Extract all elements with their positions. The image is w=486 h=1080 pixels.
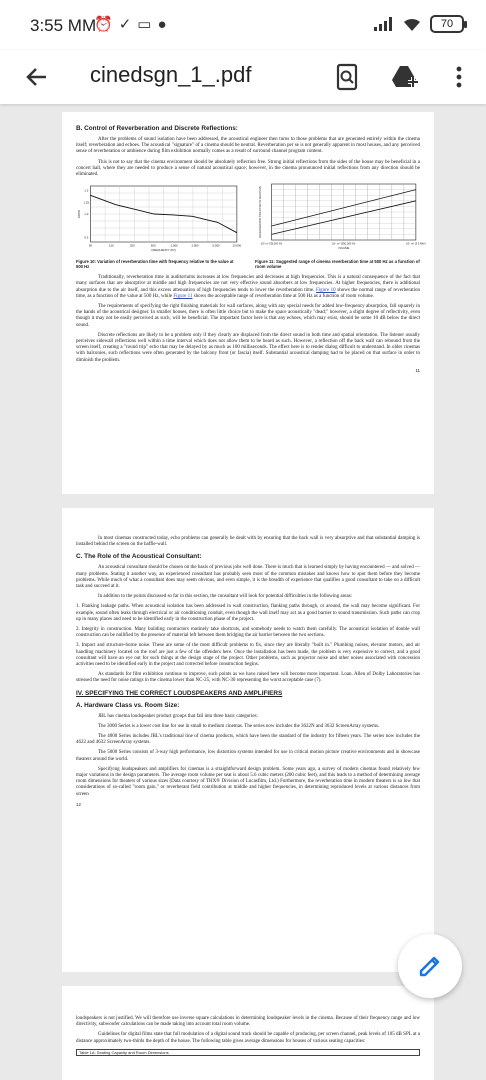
x-tick-label: 125 [108,243,114,248]
x-tick-label: 50 [88,243,93,248]
battery-icon: 70 [430,15,464,33]
paragraph: As standards for film exhibition continue to improve, such points as we have raised here will become more important. Loan. Allen of Dolby Laboratories has stressed the need for noise ratings in the cinema lower than NC-25, with NC-30 representing the worst acceptable case (7). [76,672,420,684]
y-tick-label: 1.25 [83,200,90,205]
section-iv-heading: IV. SPECIFYING THE CORRECT LOUDSPEAKERS AND AMPLIFIERS [76,689,283,697]
text: Traditionally, reverberation time in auditoriums increases at low frequencies and decreases at high frequencies. This is a natural consequence of the fact that many surfaces that are absorptive at middle and high frequencies are not very effective sound absorbers at low frequencies. At higher frequencies, there is additional absorption due to the air itself, and this excess attenuation of high frequencies tends to lower the reverberation time. [76,275,420,293]
x-tick-label: 250 [129,243,135,248]
section-b-heading: B. Control of Reverberation and Discrete Reflections: [76,125,238,132]
x-axis-label: VOLUME [338,247,350,251]
x-tick-label: 10⁵ m³ (3.5 Mft³) [406,242,426,246]
paragraph: An acoustical consultant should be chosen on the basis of previous jobs well done. There is much that is learned simply by having encountered — and solved — many problems. Stating it another way, an experienced consultant has probably seen most of the common mistakes and knows how to spot them before they become problems. While much of what a consultant does may seem obvious, and even simple, it is the breadth of experience that qualifies a good consultant to take on a difficult task and succeed at it. [76,565,420,590]
figure-11 [255,182,426,270]
drive-add-icon[interactable] [390,62,420,92]
pdf-page-13 [62,986,434,1080]
figure-11-link[interactable]: Figure 11 [173,293,193,299]
pdf-page-12 [62,508,434,972]
document-title: cinedsgn_1_.pdf [90,62,252,87]
figure-10-chart [76,182,241,256]
edit-fab-button[interactable] [398,934,462,998]
x-tick-label: 10,000 [232,243,242,248]
signal-icon [374,17,394,31]
paragraph: This is not to say that the cinema environment should be absolutely reflection free. Strong initial reflections from the sides of the house may be beneficial in a concert hall, where they are needed to produce a sense of natural acoustical space; however, in the cinema pronounced initial reflections from any direction should be eliminated. [76,159,420,178]
y-tick-label: 0.5 [84,235,89,240]
paragraph: The 3000 Series is a lower cost line for use in small to medium cinemas. The series now includes the 3622N and 3632 ScreenArray systems. [98,723,380,729]
page-number: 12 [76,801,81,807]
search-doc-icon[interactable] [332,62,362,92]
list-item: 2. Integrity in construction. Many building contractors routinely take shortcuts, and somebody needs to watch them carefully. The acoustical isolation of double wall construction can be nullified by the presence of material left between them bridging the air barrier between the two sections. [76,627,420,639]
location-icon: ● [157,15,167,33]
app-bar [0,50,486,104]
x-tick-label: 10⁴ m³ (350,000 ft³) [332,242,356,246]
paragraph: The requirements of specifying the right finishing materials for wall surfaces, along with any special needs for added low-frequency absorption, fall squarely in the hands of the acoustical designer. In smaller houses, there is often little choice but to make the space acoustically "dead;" however, a slight degree of reflectivity, even though it may not be easily perceived as such, will be beneficial. The important factor here is that any echoes, which may exist, should be some 10 dB below the direct sound. [76,304,420,328]
paragraph: In most cinemas constructed today, echo problems can generally be dealt with by ensuring that the back wall is very absorptive and that substantial damping is installed behind the screen on the baffle-wall. [76,536,420,548]
page-number: 11 [415,367,420,373]
check-icon: ✓ [118,16,132,33]
x-axis-label: FREQUENCY (Hz) [151,248,176,253]
wifi-icon [402,16,422,32]
figure-10 [76,182,241,269]
paragraph: JBL has cinema loudspeaker product groups that fall into three basic categories: [98,713,258,719]
status-bar [0,0,486,50]
y-axis-label: REVERBERATION TIME AT 500 Hz (SECONDS) [259,186,263,239]
section-c-heading: C. The Role of the Acoustical Consultant: [76,553,202,561]
paragraph: Guidelines for digital films state that full modulation of a digital sound track should be capable of producing, per screen channel, peak levels of 105 dB SPL at a distance approximately two-thirds the depth of the house. The following table gives average dimensions for houses of various seating capacities: [76,1032,420,1044]
status-time: 3:55 MM [30,16,97,35]
text: shows the normal range of reverberation time, as a function of the value at 500 Hz, while [76,287,421,299]
screen-icon: ▭ [137,16,152,33]
status-notification-icons [94,15,167,33]
list-item: 3. Impact and structure-borne noise. These are some of the most difficult problems to fix, since they are literally "built in." Plumbing noises, elevator motors, and air handling machinery located on the roof are just a few of the offenders here. Once the installation has been made, the problem is very expensive to correct, and a good consultant will have an eye out for such things at the design stage of the project. Other problems, such as projector noise and other noises associated with concession activities need to be identified early in the project and corrected before construction begins. [76,643,420,668]
x-tick-label: 500 [150,243,156,248]
y-axis-label: RATIO [77,210,82,219]
y-tick-label: 1.5 [84,188,89,193]
list-item: 1. Flanking leakage paths. When acoustical isolation has been addressed in wall construction, flanking paths through, or around, the wall may become significant. For example, sound often leaks through electrical or air conditioning conduit, even though the wall itself may act as a good barrier to sound transmission. Such paths can crop up in many places and need to be identified early in the construction phase of the project. [76,604,420,622]
figure-11-chart [255,182,426,256]
paragraph: Specifying loudspeakers and amplifiers for cinemas is a straightforward design problem. Some years ago, a survey of modern cinemas found relatively few major variations in the design parameters. The average room volume per seat is about 5.6 cubic meters (200 cubic feet), and this leads to a method of determining average room dimensions for theaters of various sizes (Data courtesy of THX® Division of Lucasfilm, Ltd.) Furthermore, the reverberation time in modern theaters is so low that considerations of so-called "room gain," or reverberant field contribution at middle and higher frequencies, in determining reproduced levels at various distances from screen [76,766,420,797]
paragraph [76,275,420,300]
figure-10-link[interactable]: Figure 10 [315,287,336,293]
x-tick-label: 5,000 [212,243,220,248]
x-tick-label: 1,000 [170,243,178,248]
figures-row [76,182,426,270]
figure-10-caption: Figure 10: Variation of reverberation time with frequency relative to the value at 500 Hz [76,259,234,270]
alarm-icon: ⏰ [94,16,113,33]
pdf-page-11 [62,112,434,494]
x-tick-label: 2,000 [191,243,199,248]
more-vert-icon[interactable] [444,62,474,92]
paragraph: The 5000 Series consists of 3-way high performance, low distortion systems intended for use in critical motion picture creative environments and in showcase theaters around the world. [76,750,420,762]
status-system-icons [374,15,464,33]
y-tick-label: 1.0 [84,212,89,217]
paragraph: loudspeakers is not justified. We will therefore use inverse square calculations in determining loudspeaker levels in the cinema. Because of their frequency range and low directivity, subwoofer calculations can be made taking into account total room volume. [76,1016,420,1028]
x-tick-label: 10³ m³ (35,000 ft³) [260,242,283,246]
paragraph: After the problems of sound isolation have been addressed, the acoustical engineer then turns to those problems that are generated entirely within the cinema itself; reverberation and echoes. The acoustical "signature" of a cinema should be neutral. Reverberation per se is not generally apparent in most houses, and any perceived sense of reverberation or ambience during film exhibition normally comes as a result of surround channel program content. [76,137,420,155]
table-1a: Table 1A: Seating Capacity and Room Dimensions [76,1049,420,1056]
back-arrow-icon[interactable] [22,62,52,92]
section-a-heading: A. Hardware Class vs. Room Size: [76,701,180,709]
figure-11-caption: Figure 11: Suggested range of cinema reverberation time at 500 Hz as a function of room volume [255,259,420,270]
paragraph: Discrete reflections are likely to be a problem only if they clearly are displaced from the direct sound in both time and spatial orientation. The listener usually perceives sidewall reflections well within a time interval which does not allow them to be heard as such. However, a reflection off the back wall can rebound from the screen itself, creating a "round trip" echo that may be delayed by as much as 100 milliseconds. The effect here is to render dialog difficult to understand. In older cinemas with balconies, such reflections were often generated by the balcony front (or fascia) itself. Substantial acoustical damping had to be placed on that surface in order to diminish the problem. [76,332,420,363]
text: shows the acceptable range of reverberation time at 500 Hz as a function of room volume. [192,293,374,299]
pencil-icon [418,954,442,978]
paragraph: The 4000 Series includes JBL's traditional line of cinema products, which have been the standard of the industry for fifteen years. The series now includes the 4622 and 4632 ScreenArray systems. [76,734,420,746]
paragraph: In addition to the points discussed so far in this section, the consultant will look for potential difficulties in the following areas: [98,594,353,600]
